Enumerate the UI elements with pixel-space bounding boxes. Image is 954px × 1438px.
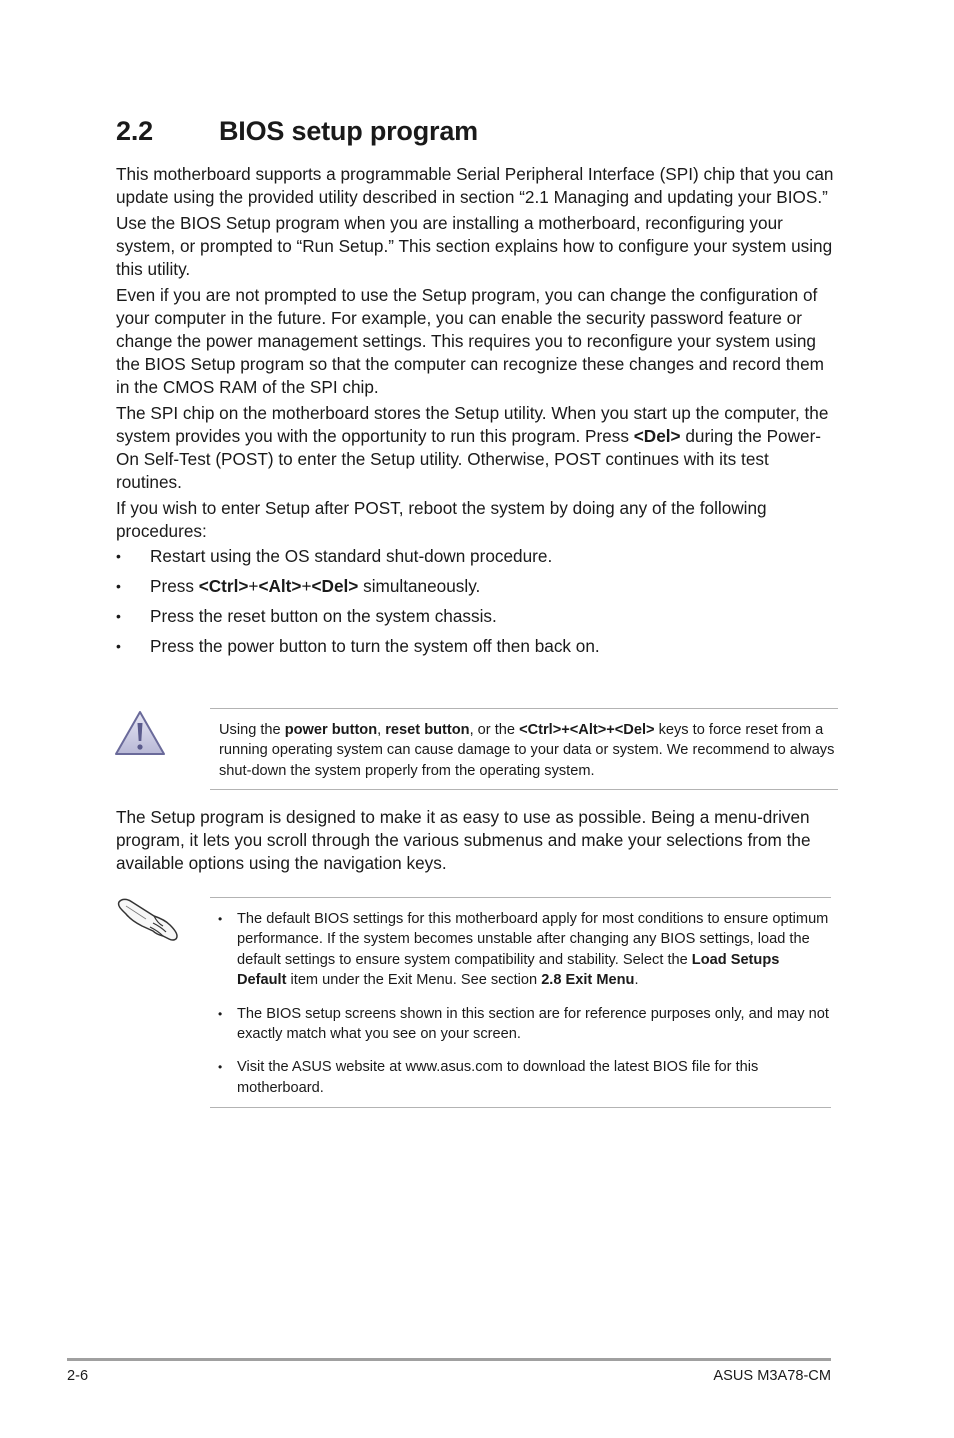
list-item: • Visit the ASUS website at www.asus.com to download the latest BIOS file for this motherboard. [210,1057,831,1098]
paragraph-use-setup: Use the BIOS Setup program when you are installing a motherboard, reconfiguring your system, or prompted to “Run Setup.” This section explains how to configure your system using this utility. [116,213,833,279]
pointing-hand-icon [116,896,182,944]
warning-triangle-icon [113,709,167,757]
paragraph-press-del: The SPI chip on the motherboard stores the Setup utility. When you start up the computer, the system provides you with the opportunity to run this program. Press <Del> during the Power-On Self-Test (POST) to enter the Setup utility. Otherwise, POST continues with its test routines. [116,403,829,492]
paragraph-spi-chip: This motherboard supports a programmable Serial Peripheral Interface (SPI) chip that you can update using the provided utility described in section “2.1 Managing and updating your BIOS.” [116,164,834,207]
key-del: <Del> [633,426,681,446]
note-list [210,909,831,1098]
note-callout [210,897,831,1108]
warning-text: Using the power button, reset button, or the <Ctrl>+<Alt>+<Del> keys to force reset from a running operating system can cause damage to your data or system. We recommend to always shut-down the system properly from the operating system. [219,722,835,779]
warning-callout [210,708,838,790]
intro-section [116,163,838,665]
paragraph-setup-menu: The Setup program is designed to make it as easy to use as possible. Being a menu-driven program, it lets you scroll through the various submenus and make your selections from the available options using the navigation keys. [116,807,811,873]
section-number: 2.2 [116,116,153,146]
list-item: • Restart using the OS standard shut-down procedure. [116,545,838,568]
list-item: • Press <Ctrl>+<Alt>+<Del> simultaneously. [116,575,838,598]
paragraph-change-config: Even if you are not prompted to use the Setup program, you can change the configuration of your computer in the future. For example, you can enable the security password feature or change the power management settings. This requires you to reconfigure your system using the BIOS Setup program so that the computer can recognize these changes and record them in the CMOS RAM of the SPI chip. [116,285,824,397]
list-item: • Press the power button to turn the system off then back on. [116,635,838,658]
setup-description-section [116,806,838,878]
list-item: • The default BIOS settings for this motherboard apply for most conditions to ensure optimum performance. If the system becomes unstable after changing any BIOS settings, load the default settings to ensure system compatibility and stability. Select the Load Setups Default item under the Exit Menu. See section 2.8 Exit Menu. [210,909,831,991]
paragraph-reboot-procedures: If you wish to enter Setup after POST, reboot the system by doing any of the following procedures: [116,498,767,541]
footer-page-number: 2-6 [67,1368,89,1384]
section-title: BIOS setup program [219,116,478,146]
footer-product-name: ASUS M3A78-CM [713,1368,831,1384]
footer-divider [67,1358,831,1361]
list-item: • The BIOS setup screens shown in this section are for reference purposes only, and may not exactly match what you see on your screen. [210,1004,831,1045]
page-title [116,116,478,147]
list-item: • Press the reset button on the system chassis. [116,605,838,628]
procedure-list [116,545,838,658]
